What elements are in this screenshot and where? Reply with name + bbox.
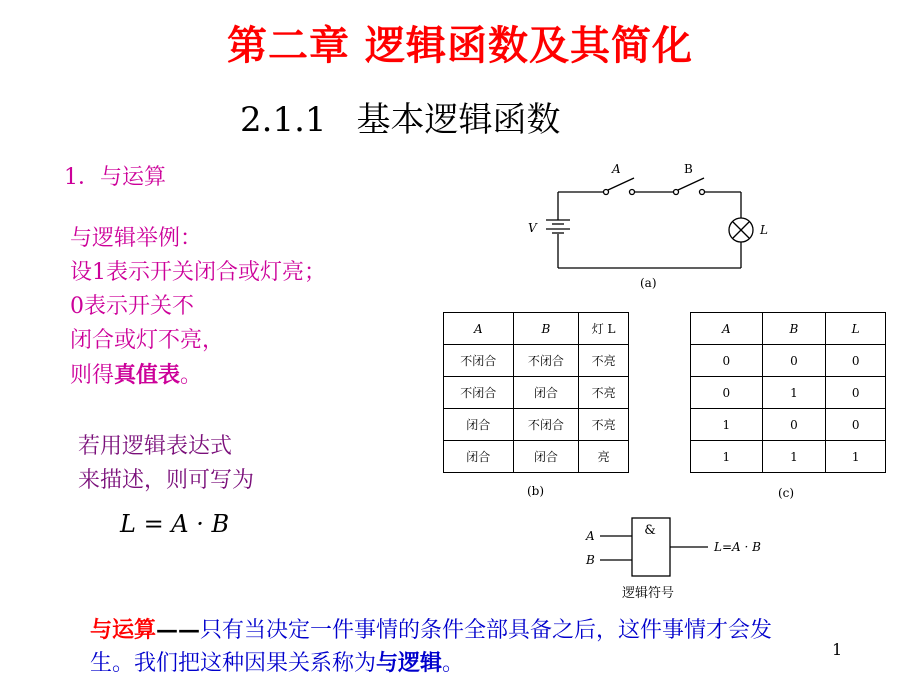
gate-input-b-label: B <box>586 553 595 567</box>
table-header-cell: B <box>513 313 579 345</box>
table-cell: 闭合 <box>444 409 514 441</box>
table-cell: 0 <box>762 409 826 441</box>
table-cell: 不闭合 <box>444 377 514 409</box>
switch-b-contact-1 <box>674 190 679 195</box>
table-row <box>691 345 886 377</box>
table-cell: 闭合 <box>513 377 579 409</box>
switch-a-label: A <box>612 162 621 176</box>
table-cell: 0 <box>691 345 763 377</box>
table-row <box>691 441 886 473</box>
and-gate-symbol: & <box>644 523 656 538</box>
table-cell: 1 <box>691 441 763 473</box>
table-header-cell: B <box>762 313 826 345</box>
definition-end: 。 <box>442 651 465 676</box>
table-header-cell: A <box>444 313 514 345</box>
switch-a-contact-1 <box>604 190 609 195</box>
table-cell: 0 <box>826 345 886 377</box>
definition-bold-term: 与逻辑 <box>376 650 443 676</box>
table-row <box>444 409 629 441</box>
table-c-caption: (c) <box>778 486 795 500</box>
truth-table-binary <box>690 312 886 473</box>
example-line-4: 闭合或灯不亮， <box>70 328 225 353</box>
gate-input-a-label: A <box>586 529 595 543</box>
example-line-5-prefix: 则得 <box>70 363 115 388</box>
slide-title: 第二章 逻辑函数及其简化 <box>227 22 693 69</box>
and-definition <box>90 614 790 680</box>
table-cell: 0 <box>762 345 826 377</box>
table-b-caption: (b) <box>527 484 545 498</box>
table-header-cell: 灯 L <box>579 313 629 345</box>
subsection-title: 1．与运算 <box>64 165 166 190</box>
definition-text: 只有当决定一件事情的条件全部具备之后，这件事情才会发生。我们把这种因果关系称为 <box>90 618 773 676</box>
table-cell: 闭合 <box>513 441 579 473</box>
expression-intro-line-2: 来描述，则可写为 <box>78 468 255 493</box>
table-cell: 0 <box>826 377 886 409</box>
table-cell: 1 <box>691 409 763 441</box>
truth-table-term: 真值表 <box>114 362 181 388</box>
and-gate-diagram <box>580 514 780 604</box>
lamp-label: L <box>760 223 768 237</box>
table-cell: 不亮 <box>579 345 629 377</box>
and-formula: L = A · B <box>120 510 230 538</box>
table-cell: 1 <box>826 441 886 473</box>
switch-b-contact-2 <box>700 190 705 195</box>
table-row <box>444 377 629 409</box>
circuit-caption: (a) <box>640 276 657 290</box>
table-row <box>691 377 886 409</box>
gate-caption: 逻辑符号 <box>622 586 675 601</box>
section-number: 2.1.1 <box>240 100 327 140</box>
table-cell: 亮 <box>579 441 629 473</box>
table-header-row <box>691 313 886 345</box>
truth-table-text <box>443 312 629 473</box>
and-logic-example <box>70 222 326 393</box>
table-cell: 不亮 <box>579 377 629 409</box>
page-number: 1 <box>832 640 843 659</box>
switch-a-blade <box>608 178 634 190</box>
battery-label: V <box>528 221 537 235</box>
circuit-diagram <box>520 156 770 296</box>
gate-output-label: L=A · B <box>714 540 761 554</box>
table-cell: 不闭合 <box>444 345 514 377</box>
expression-intro-line-1: 若用逻辑表达式 <box>78 434 233 459</box>
definition-term: 与运算 <box>90 617 157 643</box>
example-line-3: 0表示开关不 <box>70 294 194 319</box>
switch-b-label: B <box>684 162 693 176</box>
table-cell: 闭合 <box>444 441 514 473</box>
example-line-5 <box>70 358 326 393</box>
expression-intro <box>78 430 254 498</box>
table-header-cell: A <box>691 313 763 345</box>
table-cell: 不亮 <box>579 409 629 441</box>
table-header-cell: L <box>826 313 886 345</box>
example-line-5-suffix: 。 <box>180 363 203 388</box>
table-row <box>691 409 886 441</box>
example-line-2: 设1表示开关闭合或灯亮； <box>70 260 326 285</box>
switch-b-blade <box>678 178 704 190</box>
table-row <box>444 441 629 473</box>
table-cell: 1 <box>762 377 826 409</box>
example-line-1: 与逻辑举例： <box>70 226 203 251</box>
table-header-row <box>444 313 629 345</box>
table-cell: 0 <box>691 377 763 409</box>
switch-a-contact-2 <box>630 190 635 195</box>
section-heading-text: 基本逻辑函数 <box>356 100 561 140</box>
table-cell: 不闭合 <box>513 345 579 377</box>
table-row <box>444 345 629 377</box>
section-heading <box>240 92 561 141</box>
definition-dash: —— <box>156 617 201 643</box>
table-cell: 1 <box>762 441 826 473</box>
table-cell: 不闭合 <box>513 409 579 441</box>
table-cell: 0 <box>826 409 886 441</box>
